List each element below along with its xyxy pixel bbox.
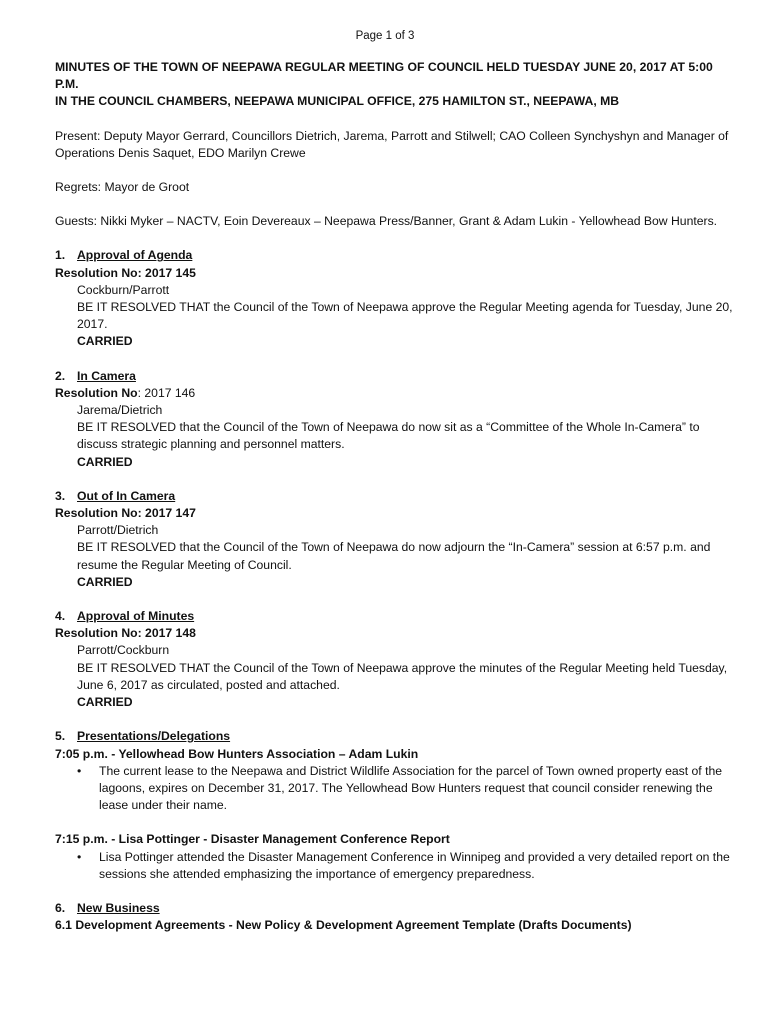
attendance-regrets: Regrets: Mayor de Groot [55,180,190,195]
resolution-text: BE IT RESOLVED that the Council of the Town of Neepawa do now adjourn the “In-Camera” session at 6:57 p.m. and resume the Regular Meeting of Council. [77,540,711,572]
resolution-number: Resolution No: 2017 148 [55,626,196,641]
document-title [55,59,735,111]
section-title: New Business [77,900,160,915]
delegation-item [55,746,735,815]
bullet-icon: • [77,763,82,778]
section-heading [55,608,735,625]
section-approval-of-agenda [55,247,735,350]
section-presentations-delegations [55,728,735,883]
section-out-of-in-camera [55,488,735,591]
page-number: Page 1 of 3 [355,30,415,42]
section-title: Approval of Agenda [77,248,193,263]
resolution-outcome: CARRIED [77,334,133,349]
section-number: 2. [55,368,66,383]
resolution-number [55,385,735,402]
resolution-number: Resolution No: 2017 147 [55,506,196,521]
attendance-guests: Guests: Nikki Myker – NACTV, Eoin Devereaux – Neepawa Press/Banner, Grant & Adam Lukin - Yellowhead Bow Hunters. [55,214,718,229]
bullet-icon: • [77,849,82,864]
resolution-movers: Parrott/Cockburn [77,643,170,658]
delegation-heading: 7:05 p.m. - Yellowhead Bow Hunters Association – Adam Lukin [55,746,419,761]
delegation-item [55,831,735,883]
section-number: 3. [55,488,66,503]
section-title: Presentations/Delegations [77,729,231,744]
resolution-movers: Jarema/Dietrich [77,403,163,418]
resolution-label: Resolution No [55,385,138,400]
section-number: 6. [55,900,66,915]
section-heading [55,728,735,745]
resolution-number: Resolution No: 2017 145 [55,265,196,280]
section-new-business [55,900,735,934]
bullet-list [55,763,735,815]
section-heading [55,247,735,264]
minutes-body [55,59,735,934]
resolution-outcome: CARRIED [77,574,133,589]
resolution-movers: Cockburn/Parrott [77,282,170,297]
section-number: 5. [55,729,66,744]
subsection-heading: 6.1 Development Agreements - New Policy & Development Agreement Template (Drafts Documents) [55,918,632,933]
section-heading [55,900,735,917]
title-line-1: MINUTES OF THE TOWN OF NEEPAWA REGULAR MEETING OF COUNCIL HELD TUESDAY JUNE 20, 2017 AT 5:00 P.M. [55,60,713,92]
title-line-2: IN THE COUNCIL CHAMBERS, NEEPAWA MUNICIPAL OFFICE, 275 HAMILTON ST., NEEPAWA, MB [55,94,620,109]
section-number: 1. [55,248,66,263]
bullet-list [55,849,735,883]
section-in-camera [55,368,735,471]
section-number: 4. [55,609,66,624]
bullet-text: The current lease to the Neepawa and District Wildlife Association for the parcel of Town owned property east of the lagoons, expires on December 31, 2017. The Yellowhead Bow Hunters request that council consider renewing the lease under their name. [99,763,723,813]
delegation-heading: 7:15 p.m. - Lisa Pottinger - Disaster Management Conference Report [55,832,450,847]
resolution-value: : 2017 146 [137,385,196,400]
section-title: In Camera [77,368,136,383]
bullet-text: Lisa Pottinger attended the Disaster Management Conference in Winnipeg and provided a very detailed report on the sessions she attended emphasizing the importance of emergency preparedness. [99,849,730,881]
section-title: Approval of Minutes [77,609,195,624]
section-approval-of-minutes [55,608,735,711]
section-heading [55,488,735,505]
resolution-text: BE IT RESOLVED THAT the Council of the Town of Neepawa approve the minutes of the Regular Meeting held Tuesday, June 6, 2017 as circulated, posted and attached. [77,660,728,692]
section-title: Out of In Camera [77,488,176,503]
resolution-outcome: CARRIED [77,454,133,469]
resolution-text: BE IT RESOLVED that the Council of the Town of Neepawa do now sit as a “Committee of the Whole In-Camera” to discuss strategic planning and personnel matters. [77,420,700,452]
resolution-text: BE IT RESOLVED THAT the Council of the Town of Neepawa approve the Regular Meeting agenda for Tuesday, June 20, 2017. [77,300,733,332]
list-item [55,763,735,815]
resolution-outcome: CARRIED [77,695,133,710]
list-item [55,849,735,883]
resolution-movers: Parrott/Dietrich [77,523,159,538]
attendance-present: Present: Deputy Mayor Gerrard, Councillors Dietrich, Jarema, Parrott and Stilwell; CAO Colleen Synchyshyn and Manager of Operations Denis Saquet, EDO Marilyn Crewe [55,128,729,160]
section-heading [55,368,735,385]
